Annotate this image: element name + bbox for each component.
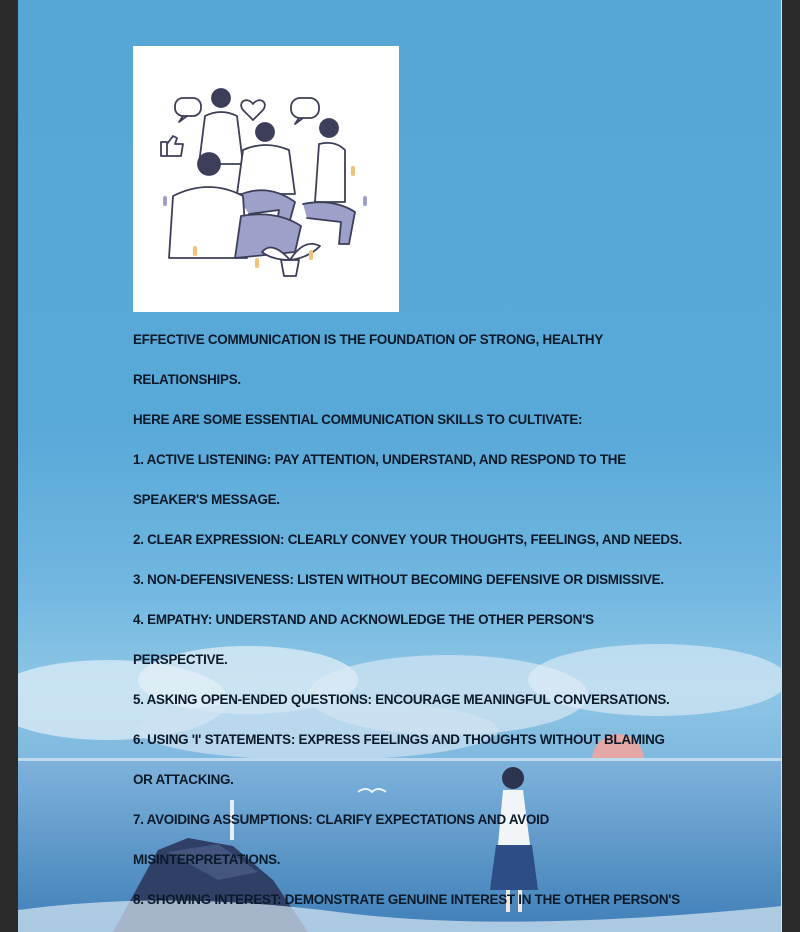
skill-1-line-2: SPEAKER'S MESSAGE. [133, 492, 280, 507]
skill-4-line-1: 4. EMPATHY: UNDERSTAND AND ACKNOWLEDGE THE OTHER PERSON'S [133, 612, 594, 627]
intro-line-2: RELATIONSHIPS. [133, 372, 241, 387]
skill-4-line-2: PERSPECTIVE. [133, 652, 228, 667]
skill-2: 2. CLEAR EXPRESSION: CLEARLY CONVEY YOUR THOUGHTS, FEELINGS, AND NEEDS. [133, 532, 682, 547]
page-edge [781, 0, 782, 932]
people-conversation-illustration [133, 46, 399, 312]
intro-line-1: EFFECTIVE COMMUNICATION IS THE FOUNDATION OF STRONG, HEALTHY [133, 332, 604, 347]
document-page [18, 0, 782, 932]
skill-5: 5. ASKING OPEN-ENDED QUESTIONS: ENCOURAGE MEANINGFUL CONVERSATIONS. [133, 692, 670, 707]
people-conversation-icon [133, 46, 399, 312]
skill-7-line-2: MISINTERPRETATIONS. [133, 852, 281, 867]
skill-6-line-2: OR ATTACKING. [133, 772, 234, 787]
skill-1-line-1: 1. ACTIVE LISTENING: PAY ATTENTION, UNDERSTAND, AND RESPOND TO THE [133, 452, 626, 467]
skill-6-line-1: 6. USING 'I' STATEMENTS: EXPRESS FEELINGS AND THOUGHTS WITHOUT BLAMING [133, 732, 665, 747]
skill-7-line-1: 7. AVOIDING ASSUMPTIONS: CLARIFY EXPECTATIONS AND AVOID [133, 812, 550, 827]
skill-8-line-1: 8. SHOWING INTEREST: DEMONSTRATE GENUINE INTEREST IN THE OTHER PERSON'S [133, 892, 680, 907]
skills-heading: HERE ARE SOME ESSENTIAL COMMUNICATION SKILLS TO CULTIVATE: [133, 412, 583, 427]
skill-3: 3. NON-DEFENSIVENESS: LISTEN WITHOUT BECOMING DEFENSIVE OR DISMISSIVE. [133, 572, 664, 587]
article-body [133, 320, 693, 920]
